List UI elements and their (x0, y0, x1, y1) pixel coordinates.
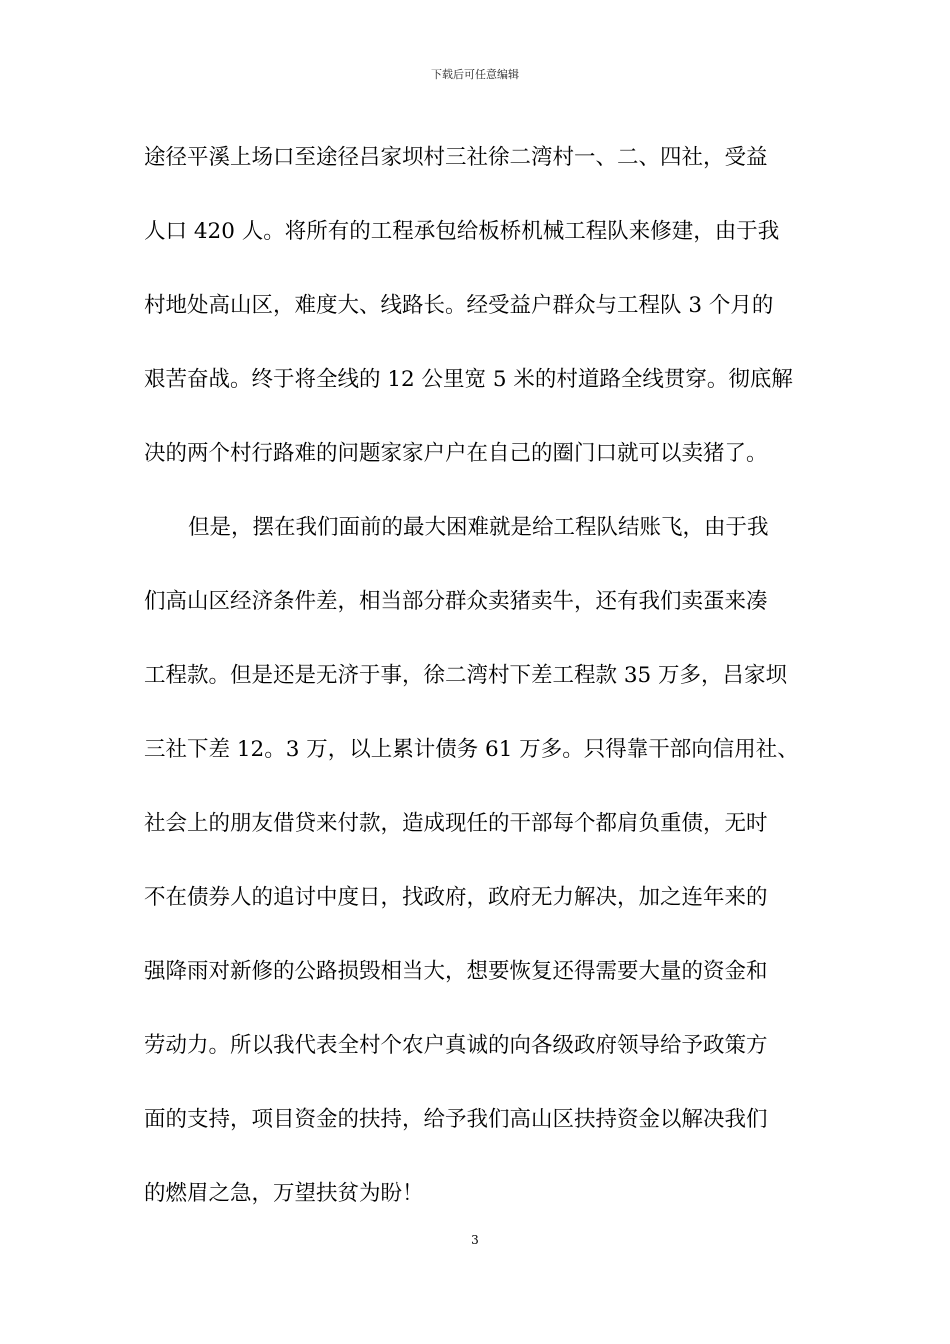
text-line: 工程款。但是还是无济于事，徐二湾村下差工程款 35 万多，吕家坝 (144, 663, 788, 688)
text-line: 村地处高山区，难度大、线路长。经受益户群众与工程队 3 个月的 (144, 293, 774, 318)
text-line: 面的支持，项目资金的扶持，给予我们高山区扶持资金以解决我们 (144, 1107, 768, 1132)
text-line: 们高山区经济条件差，相当部分群众卖猪卖牛，还有我们卖蛋来凑 (144, 589, 768, 614)
text-line: 不在债券人的追讨中度日，找政府，政府无力解决，加之连年来的 (144, 885, 768, 910)
body-text (144, 136, 814, 1246)
text-line: 社会上的朋友借贷来付款，造成现任的干部每个都肩负重债，无时 (144, 811, 768, 836)
text-line: 强降雨对新修的公路损毁相当大，想要恢复还得需要大量的资金和 (144, 959, 768, 984)
page-number: 3 (471, 1233, 479, 1247)
text-line: 途径平溪上场口至途径吕家坝村三社徐二湾村一、二、四社，受益 (144, 145, 768, 170)
text-line: 艰苦奋战。终于将全线的 12 公里宽 5 米的村道路全线贯穿。彻底解 (144, 367, 793, 392)
text-line: 劳动力。所以我代表全村个农户真诚的向各级政府领导给予政策方 (144, 1033, 768, 1058)
text-line: 的燃眉之急，万望扶贫为盼！ (144, 1181, 424, 1206)
paragraph-start-line: 但是，摆在我们面前的最大困难就是给工程队结账飞，由于我 (188, 515, 769, 540)
page-header: 下载后可任意编辑 (431, 68, 519, 81)
text-line: 决的两个村行路难的问题家家户户在自己的圈门口就可以卖猪了。 (144, 441, 768, 466)
text-line: 人口 420 人。将所有的工程承包给板桥机械工程队来修建，由于我 (144, 219, 780, 244)
text-line: 三社下差 12。3 万，以上累计债务 61 万多。只得靠干部向信用社、 (144, 737, 799, 762)
